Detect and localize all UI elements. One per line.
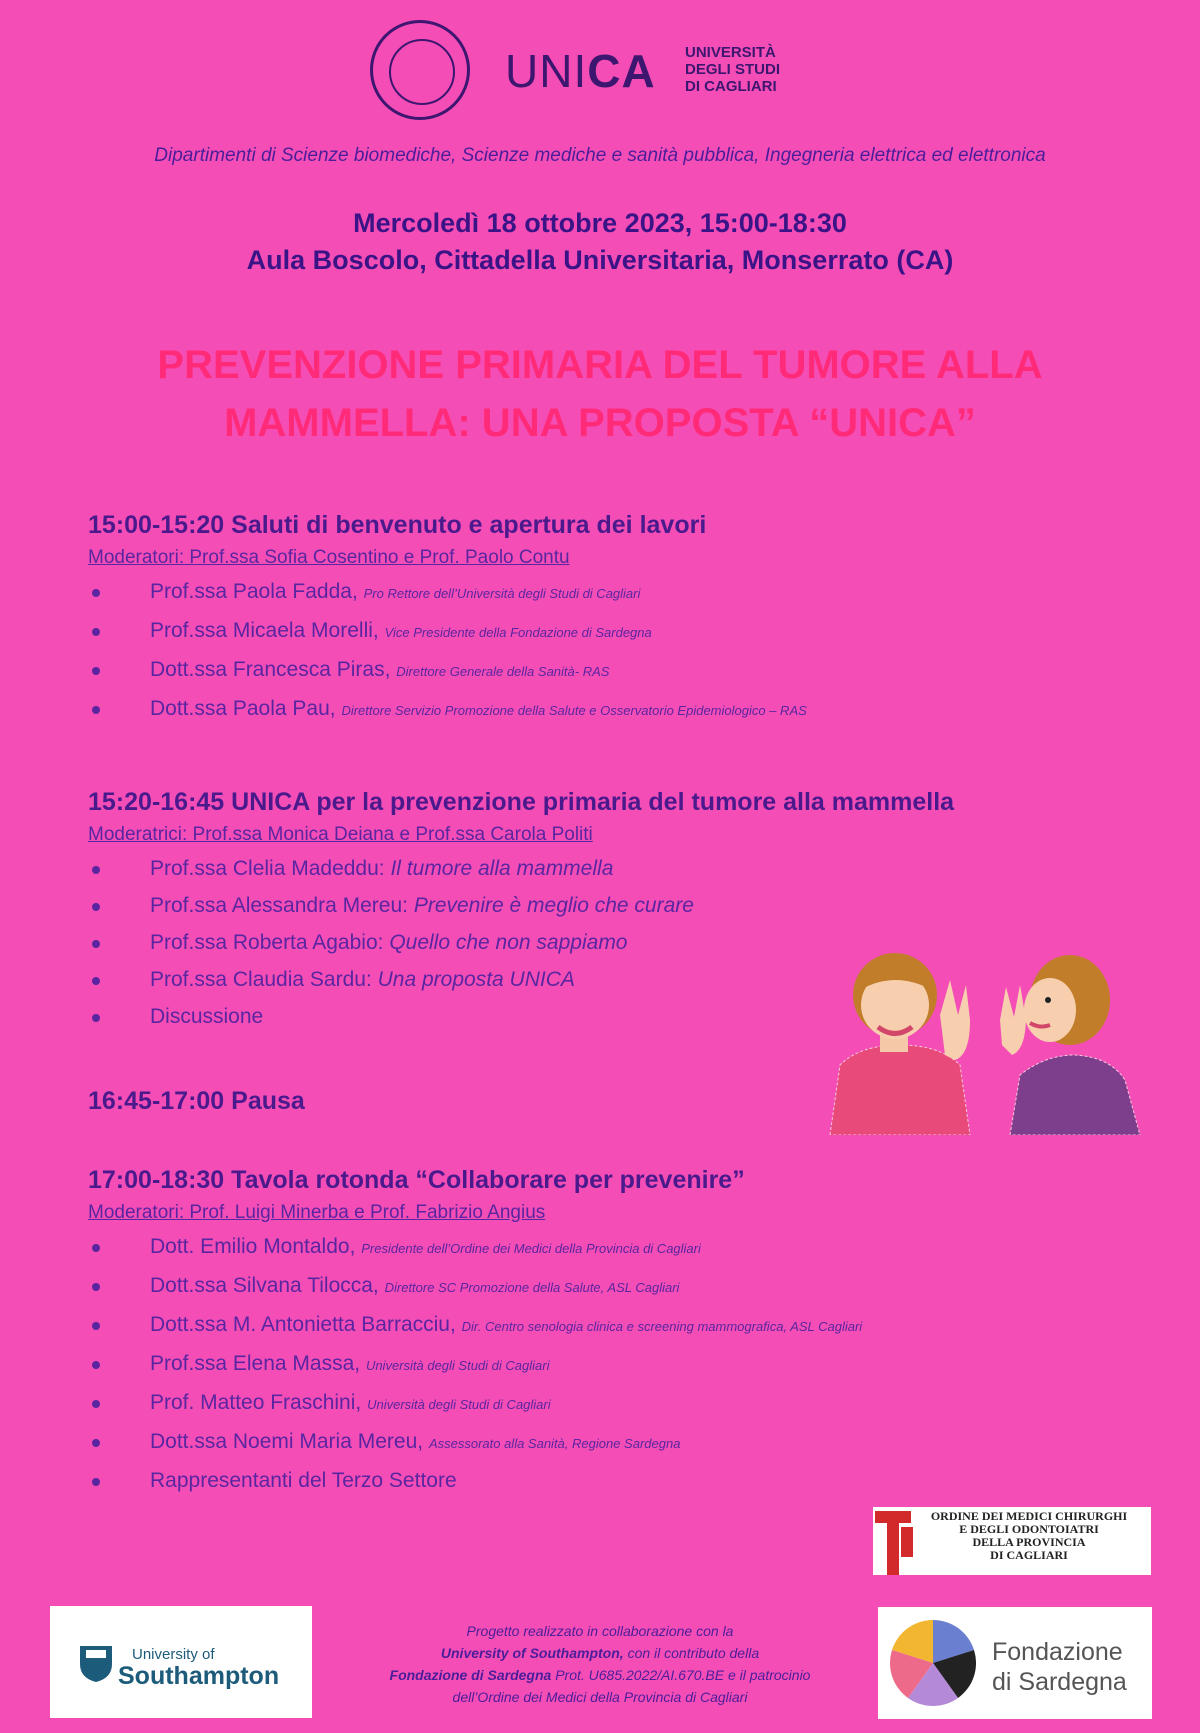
talk-item: Prof.ssa Claudia Sardu: Una proposta UNICA	[88, 961, 1188, 998]
panelist-item: Rappresentanti del Terzo Settore	[88, 1462, 1188, 1499]
section-heading: 17:00-18:30 Tavola rotonda “Collaborare per prevenire”	[88, 1166, 745, 1194]
program-section-welcome	[88, 509, 1188, 729]
event-venue: Aula Boscolo, Cittadella Universitaria, Monserrato (CA)	[246, 245, 954, 275]
panelist-item: Dott.ssa M. Antonietta Barracciu, Dir. Centro senologia clinica e screening mammografica, ASL Cagliari	[88, 1306, 1188, 1345]
project-credits: Progetto realizzato in collaborazione con la University of Southampton, con il contributo della Fondazione di Sardegna Prot. U685.2022/AI.670.BE e il patrocinio dell’Ordine dei Medici della Provincia di Cagliari	[389, 1623, 811, 1705]
section-heading: 16:45-17:00 Pausa	[88, 1087, 305, 1115]
moderators: Moderatrici: Prof.ssa Monica Deiana e Prof.ssa Carola Politi	[88, 824, 593, 845]
section-heading: 15:20-16:45 UNICA per la prevenzione primaria del tumore alla mammella	[88, 788, 955, 816]
talk-item: Discussione	[88, 998, 1188, 1035]
fondazione-sardegna-logo: Fondazione di Sardegna	[878, 1607, 1152, 1719]
university-seal-icon	[370, 20, 470, 120]
speaker-item: Dott.ssa Francesca Piras, Direttore Generale della Sanità- RAS	[88, 651, 1188, 690]
speaker-item: Dott.ssa Paola Pau, Direttore Servizio Promozione della Salute e Osservatorio Epidemiologico – RAS	[88, 690, 1188, 729]
event-info	[0, 205, 1200, 279]
moderators: Moderatori: Prof.ssa Sofia Cosentino e Prof. Paolo Contu	[88, 547, 570, 568]
university-name: UNIVERSITÀ DEGLI STUDI DI CAGLIARI	[685, 44, 781, 95]
unica-wordmark: UNICA	[505, 45, 656, 97]
panelist-item: Dott. Emilio Montaldo, Presidente dell’Ordine dei Medici della Provincia di Cagliari	[88, 1228, 1188, 1267]
talk-item: Prof.ssa Roberta Agabio: Quello che non sappiamo	[88, 924, 1188, 961]
speaker-item: Prof.ssa Paola Fadda, Pro Rettore dell’Università degli Studi di Cagliari	[88, 573, 1188, 612]
ordine-medici-logo: ORDINE DEI MEDICI CHIRURGHI E DEGLI ODONTOIATRI DELLA PROVINCIA DI CAGLIARI	[873, 1507, 1151, 1575]
moderators: Moderatori: Prof. Luigi Minerba e Prof. Fabrizio Angius	[88, 1202, 546, 1223]
panelist-item: Dott.ssa Noemi Maria Mereu, Assessorato alla Sanità, Regione Sardegna	[88, 1423, 1188, 1462]
unica-logo	[370, 20, 830, 120]
panelist-item: Dott.ssa Silvana Tilocca, Direttore SC Promozione della Salute, ASL Cagliari	[88, 1267, 1188, 1306]
fondazione-star-icon	[890, 1620, 976, 1706]
event-date: Mercoledì 18 ottobre 2023, 15:00-18:30	[353, 208, 847, 238]
section-heading: 15:00-15:20 Saluti di benvenuto e apertura dei lavori	[88, 511, 707, 539]
speaker-item: Prof.ssa Micaela Morelli, Vice Presidente della Fondazione di Sardegna	[88, 612, 1188, 651]
ordine-emblem-icon	[873, 1507, 913, 1575]
two-women-illustration	[820, 945, 1150, 1135]
talk-item: Prof.ssa Clelia Madeddu: Il tumore alla mammella	[88, 850, 1188, 887]
departments: Dipartimenti di Scienze biomediche, Scienze mediche e sanità pubblica, Ingegneria elettrica ed elettronica	[154, 145, 1046, 166]
event-title: PREVENZIONE PRIMARIA DEL TUMORE ALLA MAMMELLA: UNA PROPOSTA “UNICA”	[157, 343, 1043, 445]
program-section-round-table	[88, 1164, 1188, 1499]
southampton-logo: University of Southampton	[50, 1606, 312, 1718]
panelist-item: Prof. Matteo Fraschini, Università degli Studi di Cagliari	[88, 1384, 1188, 1423]
talk-item: Prof.ssa Alessandra Mereu: Prevenire è meglio che curare	[88, 887, 1188, 924]
panelist-item: Prof.ssa Elena Massa, Università degli Studi di Cagliari	[88, 1345, 1188, 1384]
southampton-shield-icon	[78, 1644, 114, 1684]
